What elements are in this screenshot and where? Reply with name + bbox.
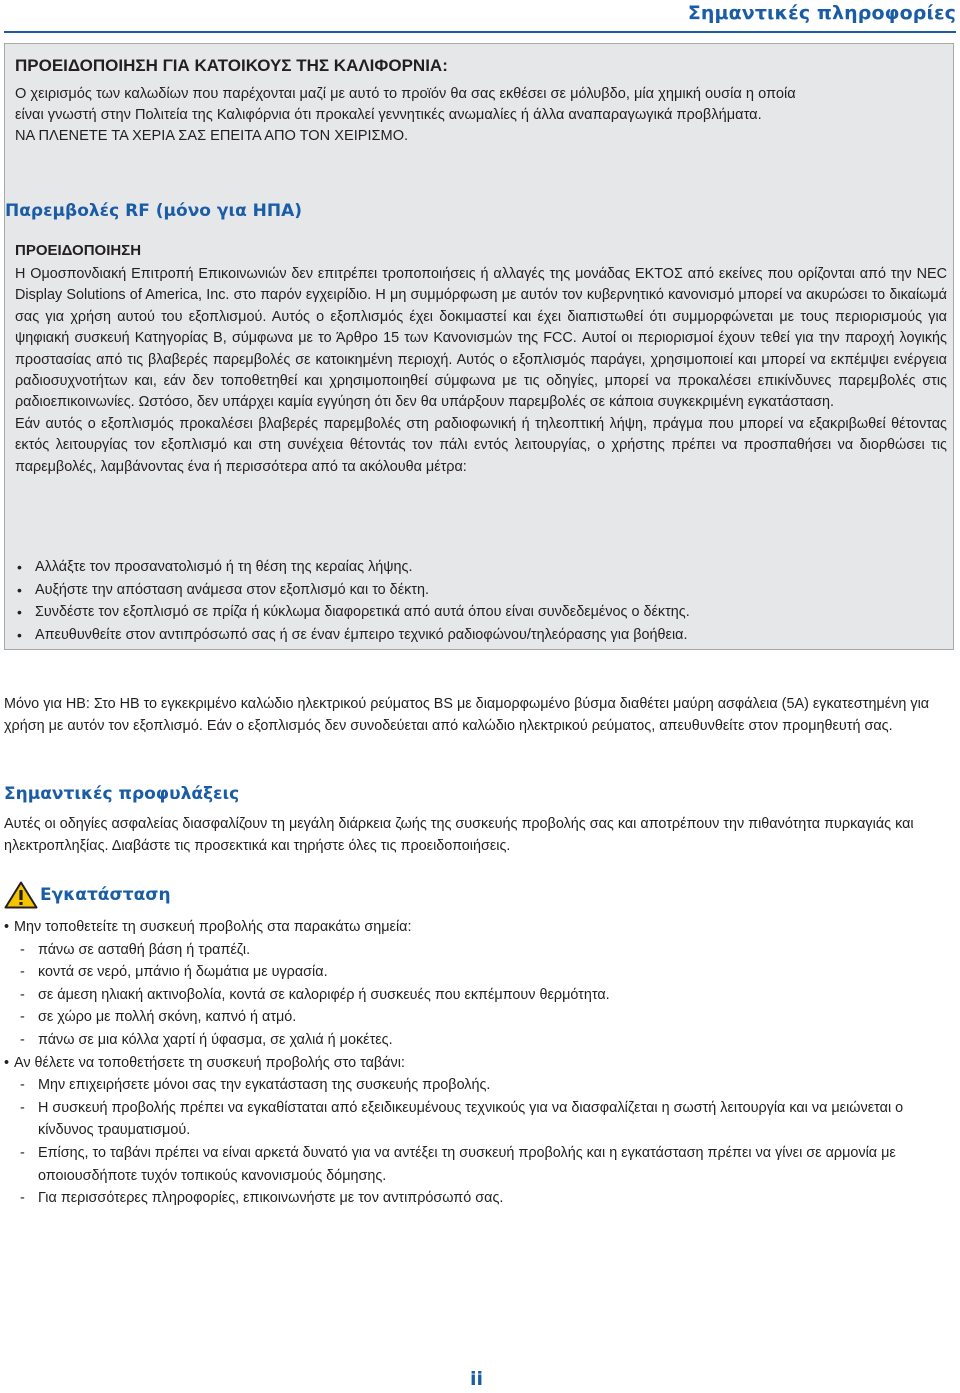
installation-subitem-text: Επίσης, το ταβάνι πρέπει να είναι αρκετά δυνατό για να αντέξει τη συσκευή προβολής και η εγκατάσταση πρέπει να γίνει σε αρμονία με οποιουσδήποτε τυχόν τοπικούς κανονισμούς δόμησης. xyxy=(38,1144,896,1184)
installation-subitem-text: κοντά σε νερό, μπάνιο ή δωμάτια με υγρασία. xyxy=(38,964,328,981)
installation-subitem-text: πάνω σε ασταθή βάση ή τραπέζι. xyxy=(38,941,251,958)
bullet-icon: • xyxy=(17,604,22,620)
california-line: είναι γνωστή στην Πολιτεία της Καλιφόρνια ότι προκαλεί γεννητικές ανωμαλίες ή άλλα αναπαραγωγικά προβλήματα. xyxy=(15,107,762,123)
california-warning-title: ΠΡΟΕΙΔΟΠΟΙΗΣΗ ΓΙΑ ΚΑΤΟΙΚΟΥΣ ΤΗΣ ΚΑΛΙΦΟΡΝΙΑ: xyxy=(15,56,448,75)
installation-bullet-text: Μην τοποθετείτε τη συσκευή προβολής στα παρακάτω σημεία: xyxy=(14,919,412,935)
dash-icon: - xyxy=(20,1144,25,1161)
installation-bullet-text: Αν θέλετε να τοποθετήσετε τη συσκευή προβολής στο ταβάνι: xyxy=(14,1054,405,1071)
bullet-icon: • xyxy=(17,626,22,643)
installation-subitem-text: σε άμεση ηλιακή ακτινοβολία, κοντά σε καλοριφέρ ή συσκευές που εκπέμπουν θερμότητα. xyxy=(38,986,610,1003)
list-item xyxy=(4,1052,956,1075)
rf-warning-label: ΠΡΟΕΙΔΟΠΟΙΗΣΗ xyxy=(15,242,142,259)
dash-icon: - xyxy=(20,1077,25,1094)
installation-subitem-text: Μην επιχειρήσετε μόνοι σας την εγκατάσταση της συσκευής προβολής. xyxy=(38,1077,491,1094)
list-item xyxy=(4,1187,956,1210)
california-line: ΝΑ ΠΛΕΝΕΤΕ ΤΑ ΧΕΡΙΑ ΣΑΣ ΕΠΕΙΤΑ ΑΠΟ ΤΟΝ ΧΕΙΡΙΣΜΟ. xyxy=(15,128,409,144)
uk-note-text: Μόνο για ΗΒ: Στο ΗΒ το εγκεκριμένο καλώδιο ηλεκτρικού ρεύματος BS με διαμορφωμένο βύσμα διαθέτει μαύρη ασφάλεια (5A) εγκατεστημένη για χρήση με αυτόν τον εξοπλισμό. Εάν ο εξοπλισμός δεν συνοδεύεται από καλώδιο ηλεκτρικού ρεύματος, απευθυνθείτε στον προμηθευτή σας. xyxy=(4,696,930,734)
list-item xyxy=(4,1006,956,1029)
rf-measures-list xyxy=(15,556,945,646)
list-item xyxy=(4,984,956,1007)
precautions-text: Αυτές οι οδηγίες ασφαλείας διασφαλίζουν τη μεγάλη διάρκεια ζωής της συσκευής προβολής σας και αποτρέπουν την πιθανότητα πυρκαγιάς και ηλεκτροπληξίας. Διαβάστε τις προσεκτικά και τηρήστε όλες τις προειδοποιήσεις. xyxy=(4,816,914,854)
list-item xyxy=(4,1097,956,1142)
bullet-icon: • xyxy=(17,559,22,575)
page-section-title: Σημαντικές πληροφορίες xyxy=(687,2,956,24)
rf-measure-text: Αλλάξτε τον προσανατολισμό ή τη θέση της κεραίας λήψης. xyxy=(35,559,413,575)
rf-paragraph: Εάν αυτός ο εξοπλισμός προκαλέσει βλαβερές παρεμβολές στη ραδιοφωνική ή τηλεοπτική λήψη, πράγμα που μπορεί να εξακριβωθεί θέτοντας εκτός λειτουργίας τον εξοπλισμό και στη συνέχεια θέτοντάς τον πάλι εντός λειτουργίας, ο χρήστης πρέπει να προσπαθήσει να διορθώσει τις παρεμβολές, λαμβάνοντας ένα ή περισσότερα από τα ακόλουθα μέτρα: xyxy=(15,415,947,475)
dash-icon: - xyxy=(20,1099,25,1116)
list-item xyxy=(4,1142,956,1187)
california-line: Ο χειρισμός των καλωδίων που παρέχονται μαζί με αυτό το προϊόν θα σας εκθέσει σε μόλυβδο, μία χημική ουσία η οποία xyxy=(15,86,796,102)
installation-list xyxy=(4,916,956,1210)
dash-icon: - xyxy=(20,964,25,981)
bullet-icon: • xyxy=(17,581,22,598)
precautions-body xyxy=(4,813,956,857)
list-item xyxy=(15,556,945,579)
dash-icon: - xyxy=(20,1009,25,1026)
important-precautions-heading: Σημαντικές προφυλάξεις xyxy=(4,784,240,804)
list-item xyxy=(4,939,956,962)
rf-measure-text: Απευθυνθείτε στον αντιπρόσωπό σας ή σε έναν έμπειρο τεχνικό ραδιοφώνου/τηλεόρασης για βοήθεια. xyxy=(35,626,688,643)
dash-icon: - xyxy=(20,941,25,958)
warning-icon xyxy=(4,881,38,909)
installation-heading xyxy=(4,880,171,910)
list-item xyxy=(15,624,945,647)
list-item xyxy=(4,916,956,939)
list-item xyxy=(4,961,956,984)
bullet-icon: • xyxy=(4,1054,10,1071)
dash-icon: - xyxy=(20,986,25,1003)
installation-subitem-text: Η συσκευή προβολής πρέπει να εγκαθίσταται από εξειδικευμένους τεχνικούς για να διασφαλίζεται η σωστή λειτουργία και να μειώνεται ο κίνδυνος τραυματισμού. xyxy=(38,1099,904,1139)
rf-paragraph: Η Ομοσπονδιακή Επιτροπή Επικοινωνιών δεν επιτρέπει τροποποιήσεις ή αλλαγές της μονάδας ΕΚΤΟΣ από εκείνες που ορίζονται από την NEC Display Solutions of America, Inc. στο παρόν εγχειρίδιο. Η μη συμμόρφωση με αυτόν τον κυβερνητικό κανονισμό μπορεί να ακυρώσει το δικαίωμά σας για χρήση αυτού του εξοπλισμού. Αυτός ο εξοπλισμός έχει δοκιμαστεί και έχει διαπιστωθεί ότι συμμορφώνεται με τους περιορισμούς για ψηφιακή συσκευή Κατηγορίας B, σύμφωνα με το Άρθρο 15 των Κανονισμών της FCC. Αυτοί οι περιορισμοί έχουν τεθεί για την παροχή λογικής προστασίας από τις βλαβερές παρεμβολές σε κατοικημένη περιοχή. Αυτός ο εξοπλισμός παράγει, χρησιμοποιεί και μπορεί να εκπέμψει ενέργεια ραδιοσυχνοτήτων και, εάν δεν τοποθετηθεί και χρησιμοποιηθεί σύμφωνα με τις οδηγίες, μπορεί να προκαλέσει επικίνδυνες παρεμβολές στις ραδιοεπικοινωνίες. Ωστόσο, δεν υπάρχει καμία εγγύηση ότι δεν θα υπάρξουν παρεμβολές σε κάποια συγκεκριμένη εγκατάσταση. xyxy=(15,266,947,411)
notice-box xyxy=(4,43,954,650)
rf-measure-text: Αυξήστε την απόσταση ανάμεσα στον εξοπλισμό και το δέκτη. xyxy=(35,581,429,598)
california-warning-body xyxy=(15,84,945,147)
list-item xyxy=(4,1029,956,1052)
list-item xyxy=(4,1074,956,1097)
page-number: ii xyxy=(470,1368,484,1390)
bullet-icon: • xyxy=(4,919,10,935)
installation-subitem-text: σε χώρο με πολλή σκόνη, καπνό ή ατμό. xyxy=(38,1009,297,1026)
list-item xyxy=(15,579,945,602)
dash-icon: - xyxy=(20,1190,25,1207)
rf-interference-heading: Παρεμβολές RF (μόνο για ΗΠΑ) xyxy=(5,201,303,221)
list-item xyxy=(15,601,945,624)
header-divider xyxy=(4,31,956,33)
uk-note xyxy=(4,693,956,737)
rf-body xyxy=(15,264,947,478)
rf-measure-text: Συνδέστε τον εξοπλισμό σε πρίζα ή κύκλωμα διαφορετικά από αυτά όπου είναι συνδεδεμένος ο δέκτης. xyxy=(35,604,690,620)
installation-subitem-text: Για περισσότερες πληροφορίες, επικοινωνήστε με τον αντιπρόσωπό σας. xyxy=(38,1190,504,1207)
dash-icon: - xyxy=(20,1031,25,1048)
installation-title: Εγκατάσταση xyxy=(40,885,171,905)
installation-subitem-text: πάνω σε μια κόλλα χαρτί ή ύφασμα, σε χαλιά ή μοκέτες. xyxy=(38,1031,393,1048)
